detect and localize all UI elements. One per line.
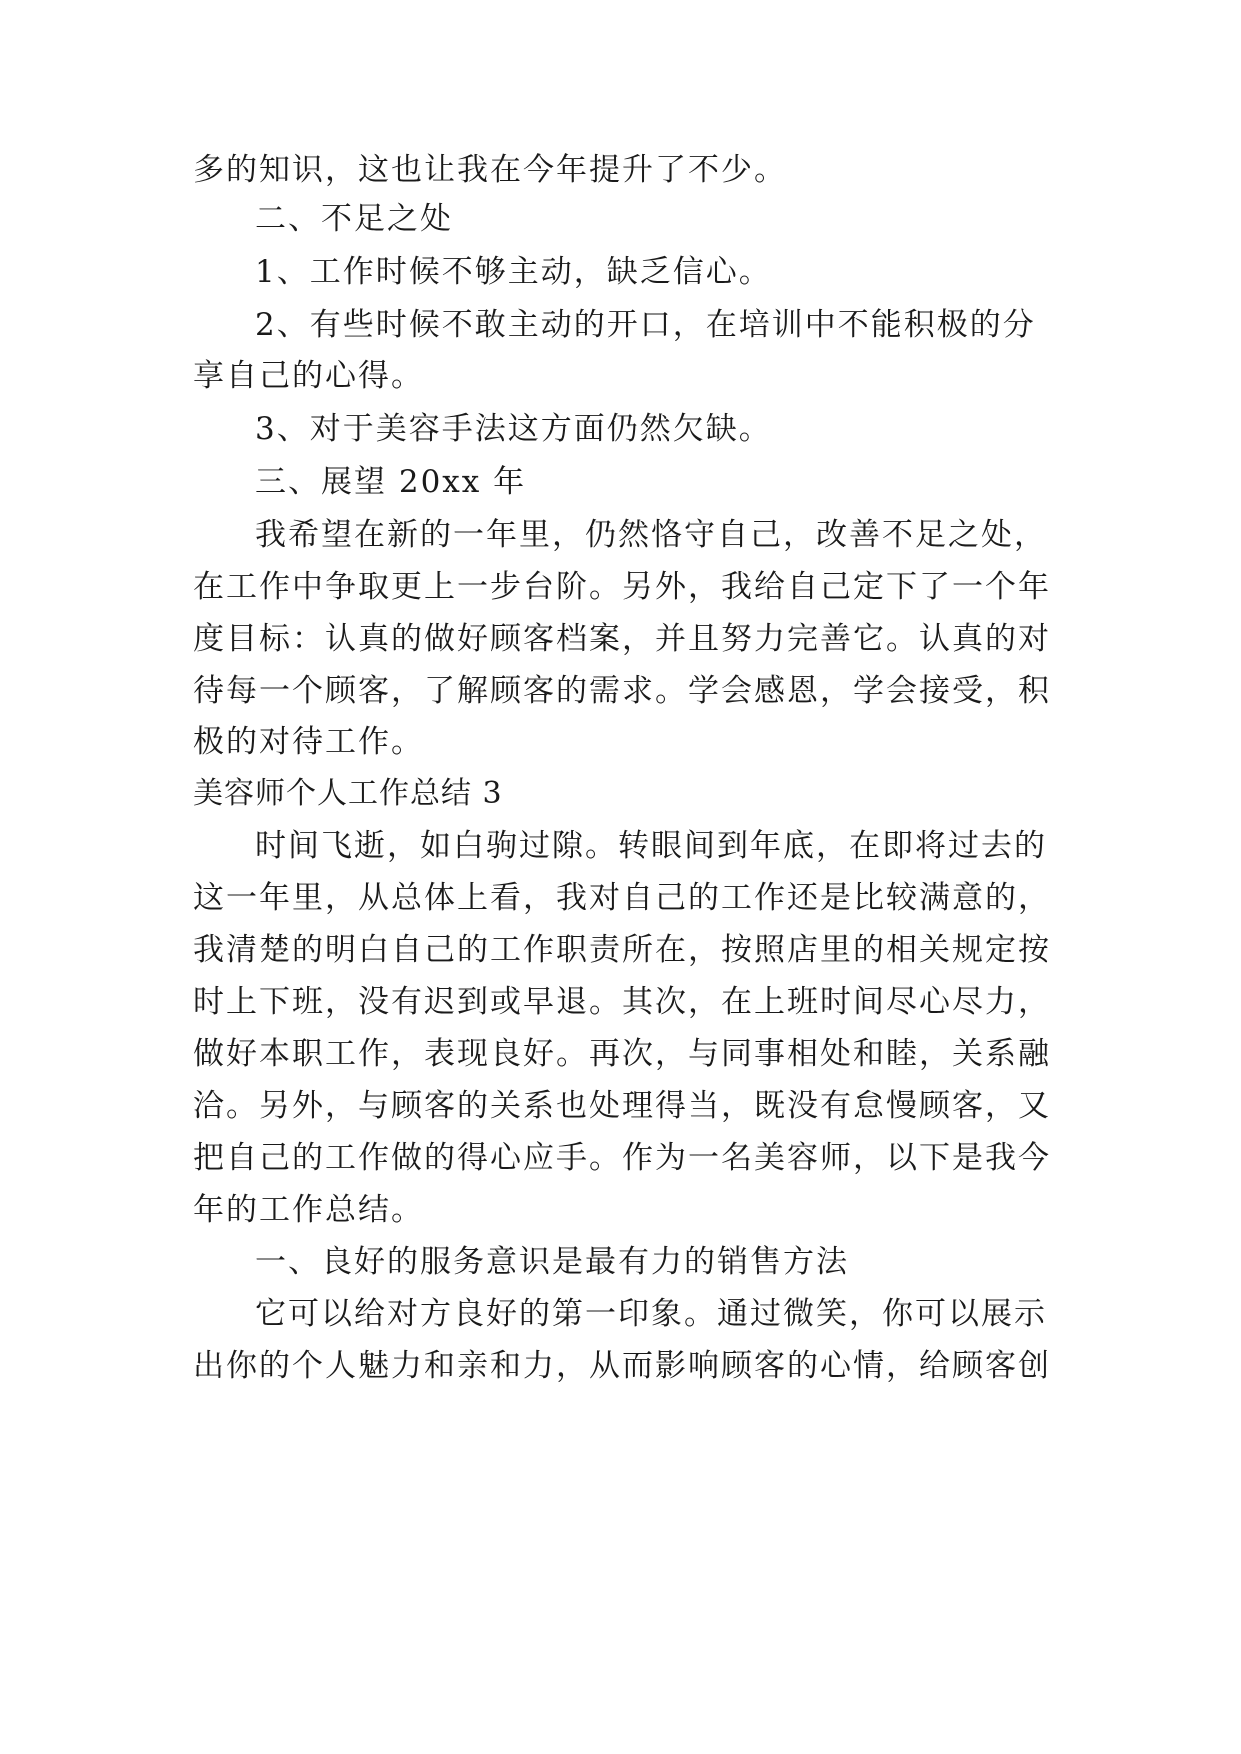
section-heading: 二、不足之处 xyxy=(255,201,453,237)
list-item: 2、有些时候不敢主动的开口，在培训中不能积极的分 xyxy=(255,307,1036,343)
text-line: 多的知识，这也让我在今年提升了不少。 xyxy=(193,152,787,188)
section-heading: 三、展望 20xx 年 xyxy=(255,464,527,500)
text-line: 我希望在新的一年里，仍然恪守自己，改善不足之处， xyxy=(255,517,1047,553)
list-item: 3、对于美容手法这方面仍然欠缺。 xyxy=(255,411,772,447)
text-line: 度目标：认真的做好顾客档案，并且努力完善它。认真的对 xyxy=(193,621,1051,657)
text-line: 我清楚的明白自己的工作职责所在，按照店里的相关规定按 xyxy=(193,932,1051,968)
text-line: 出你的个人魅力和亲和力，从而影响顾客的心情，给顾客创 xyxy=(193,1348,1051,1384)
text-line: 时间飞逝，如白驹过隙。转眼间到年底，在即将过去的 xyxy=(255,828,1047,864)
text-line: 年的工作总结。 xyxy=(193,1192,424,1228)
text-line: 做好本职工作，表现良好。再次，与同事相处和睦，关系融 xyxy=(193,1036,1051,1072)
text-line: 洽。另外，与顾客的关系也处理得当，既没有怠慢顾客，又 xyxy=(193,1088,1051,1124)
text-line: 这一年里，从总体上看，我对自己的工作还是比较满意的， xyxy=(193,880,1051,916)
text-line: 在工作中争取更上一步台阶。另外，我给自己定下了一个年 xyxy=(193,569,1051,605)
document-title: 美容师个人工作总结 3 xyxy=(193,776,503,811)
text-line: 它可以给对方良好的第一印象。通过微笑，你可以展示 xyxy=(255,1296,1047,1332)
text-line: 极的对待工作。 xyxy=(193,724,424,760)
text-line: 享自己的心得。 xyxy=(193,358,424,394)
text-line: 待每一个顾客，了解顾客的需求。学会感恩，学会接受，积 xyxy=(193,673,1051,709)
section-heading: 一、良好的服务意识是最有力的销售方法 xyxy=(255,1244,849,1280)
text-line: 时上下班，没有迟到或早退。其次，在上班时间尽心尽力， xyxy=(193,984,1051,1020)
list-item: 1、工作时候不够主动，缺乏信心。 xyxy=(255,254,772,290)
text-line: 把自己的工作做的得心应手。作为一名美容师，以下是我今 xyxy=(193,1140,1051,1176)
